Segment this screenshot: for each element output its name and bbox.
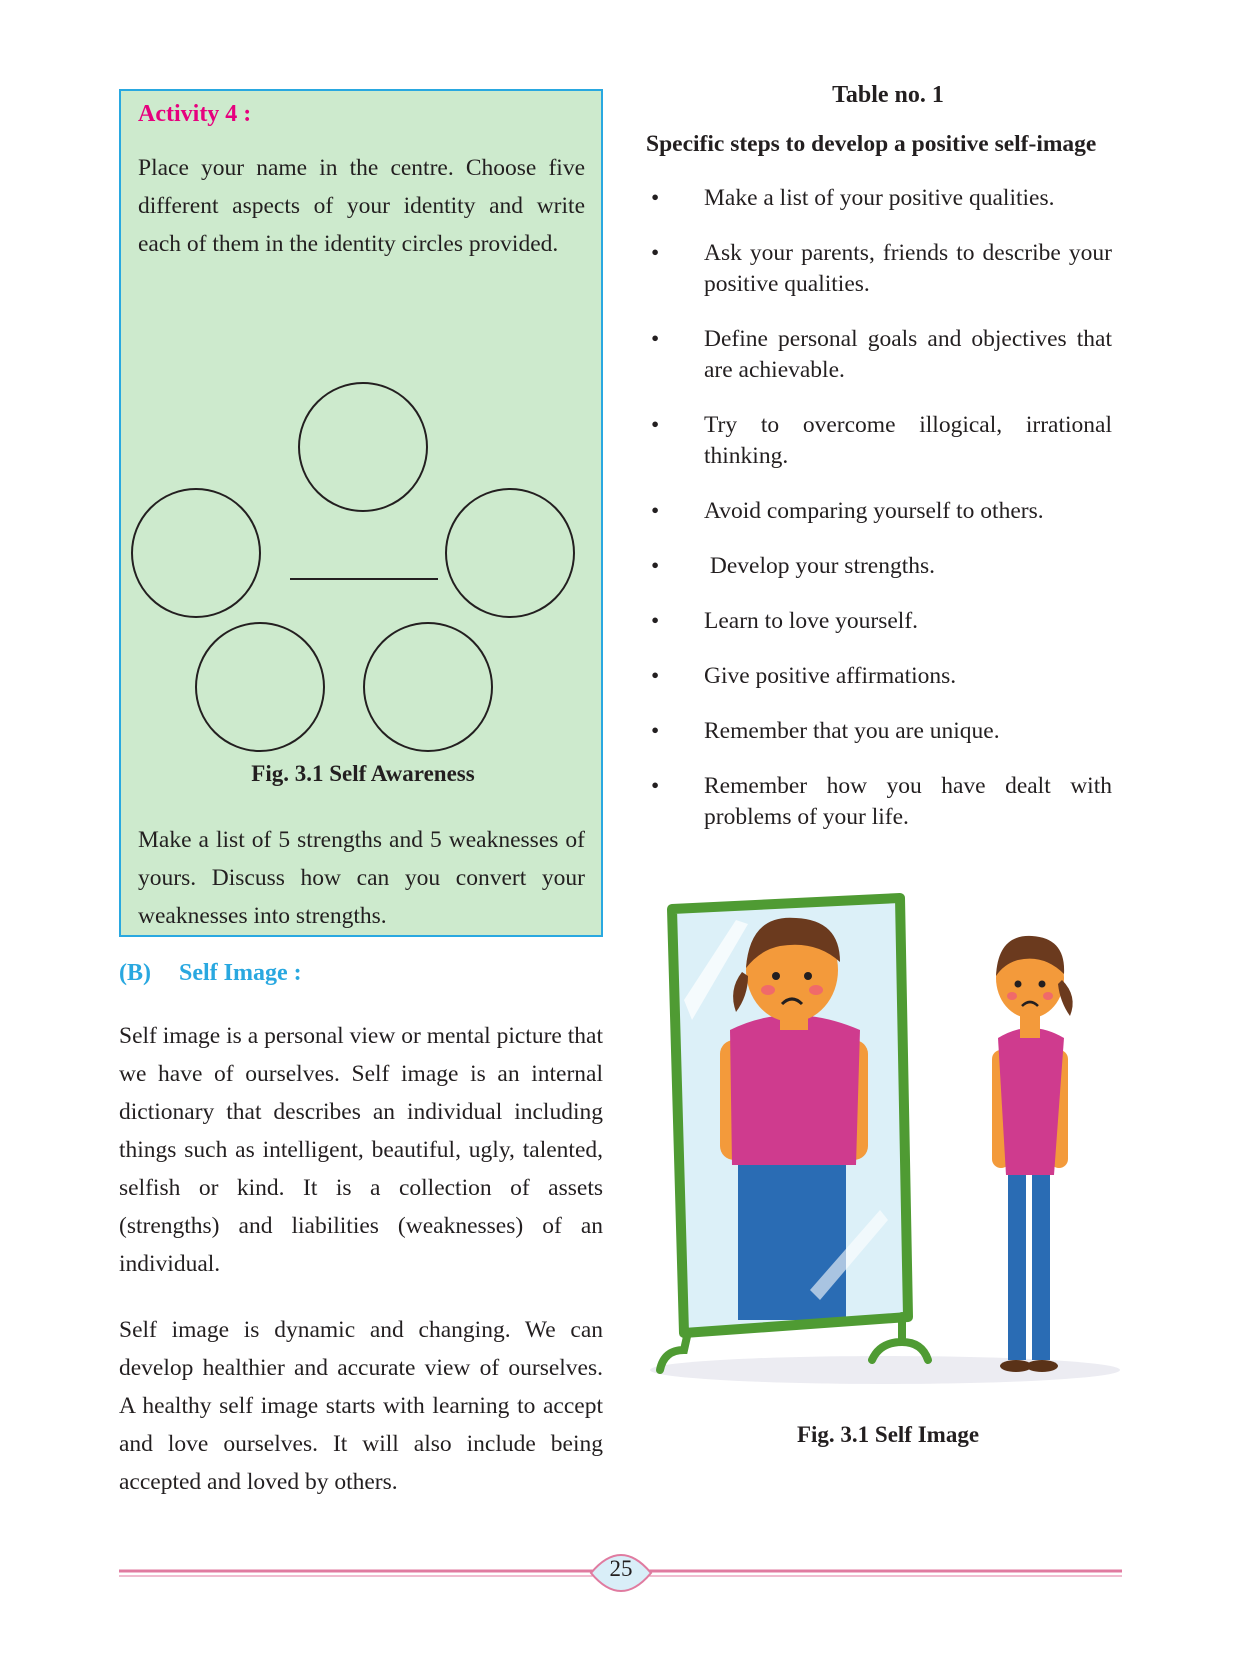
bullet-icon: • — [651, 773, 660, 799]
list-item: • Avoid comparing yourself to others. — [646, 496, 1112, 527]
mirror-illustration — [640, 880, 1130, 1400]
paragraph-1: Self image is a personal view or mental picture that we have of ourselves. Self image is an internal dictionary that describes an individual including things such as intelligent, beautiful, ugly, talented, selfish or kind. It is a collection of assets (strengths) and liabilities (weaknesses) of an individual. — [119, 1023, 603, 1277]
list-item: • Make a list of your positive qualities. — [646, 183, 1112, 214]
activity-instructions: Place your name in the centre. Choose five different aspects of your identity and write each of them in the identity circles provided. — [138, 155, 585, 257]
page-number: 25 — [609, 1556, 633, 1581]
standing-girl — [992, 936, 1073, 1372]
identity-circles-diagram — [121, 301, 605, 781]
identity-circle-left — [132, 489, 260, 617]
section-number: (B) — [119, 960, 151, 986]
bullet-icon: • — [651, 326, 660, 352]
list-item: • Define personal goals and objectives that are achievable. — [651, 326, 1112, 383]
identity-circle-bottom-right — [364, 623, 492, 751]
paragraph-2: Self image is dynamic and changing. We can develop healthier and accurate view of ourselves. A healthy self image starts with learning to accept and love ourselves. It will also include being accepted and loved by others. — [119, 1317, 603, 1495]
list-item: • Develop your strengths. — [646, 551, 1112, 582]
table-title: Table no. 1 — [832, 82, 944, 108]
table-subtitle: Specific steps to develop a positive self-image — [646, 131, 1097, 157]
activity-title: Activity 4 : — [138, 101, 252, 127]
list-item: • Try to overcome illogical, irrational thinking. — [651, 412, 1112, 469]
steps-list — [646, 183, 1112, 857]
activity-box — [119, 89, 603, 937]
list-item: • Learn to love yourself. — [646, 606, 1112, 637]
figure-caption-self-image: Fig. 3.1 Self Image — [796, 1422, 980, 1447]
list-item: • Remember how you have dealt with problems of your life. — [651, 773, 1112, 830]
bullet-icon: • — [651, 718, 660, 744]
bullet-icon: • — [651, 240, 660, 266]
list-item: • Remember that you are unique. — [646, 716, 1112, 747]
bullet-icon: • — [651, 663, 660, 689]
bullet-icon: • — [651, 498, 660, 524]
bullet-icon: • — [651, 185, 660, 211]
list-item: • Ask your parents, friends to describe your positive qualities. — [651, 240, 1112, 297]
bullet-icon: • — [651, 608, 660, 634]
identity-circle-top — [299, 383, 427, 511]
identity-circle-right — [446, 489, 574, 617]
figure-caption-self-awareness: Fig. 3.1 Self Awareness — [251, 761, 475, 786]
list-item: • Give positive affirmations. — [646, 661, 1112, 692]
bullet-icon: • — [651, 553, 660, 579]
identity-circle-bottom-left — [196, 623, 324, 751]
activity-note: Make a list of 5 strengths and 5 weaknesses of yours. Discuss how can you convert your weaknesses into strengths. — [138, 827, 585, 929]
bullet-icon: • — [651, 412, 660, 438]
section-heading — [119, 960, 302, 987]
section-title: Self Image : — [179, 960, 302, 986]
